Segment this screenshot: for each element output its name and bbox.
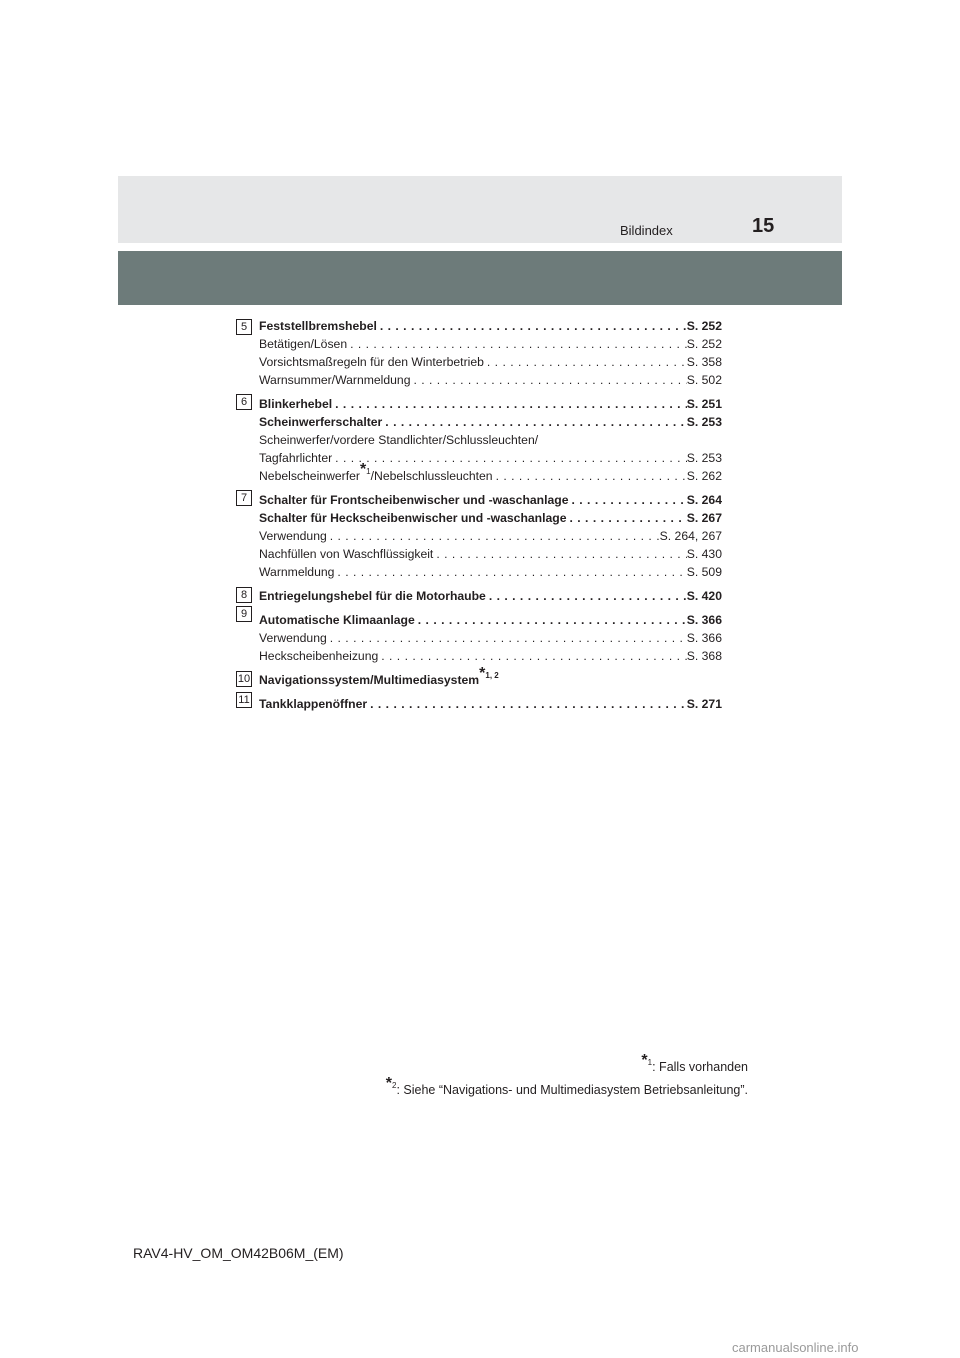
- footnote-number: 1: [647, 1058, 653, 1067]
- entry-page[interactable]: S. 264, 267: [659, 529, 722, 543]
- index-entry[interactable]: [259, 665, 499, 689]
- entry-label: Scheinwerferschalter: [259, 415, 383, 429]
- entry-page[interactable]: S. 358: [686, 355, 722, 369]
- entry-label: Entriegelungshebel für die Motorhaube: [259, 589, 486, 603]
- dot-leader: [382, 413, 686, 431]
- entry-label: Blinkerhebel: [259, 397, 333, 411]
- entry-page[interactable]: S. 252: [686, 337, 722, 351]
- footnote-1: [641, 1052, 748, 1074]
- dot-leader: [433, 545, 686, 563]
- header-divider: [118, 243, 842, 245]
- footnote-number: 2: [391, 1081, 397, 1090]
- entry-label: Verwendung: [259, 631, 327, 645]
- entry-label: Automatische Klimaanlage: [259, 613, 415, 627]
- document-id: RAV4-HV_OM_OM42B06M_(EM): [133, 1245, 344, 1261]
- index-entry[interactable]: [259, 695, 722, 713]
- entry-label: Heckscheibenheizung: [259, 649, 379, 663]
- index-entry[interactable]: [259, 461, 722, 485]
- section-title: Bildindex: [620, 223, 673, 238]
- entry-label: Navigationssystem/Multimediasystem: [259, 673, 480, 687]
- entry-label: Warnsummer/Warnmeldung: [259, 373, 411, 387]
- marker-7: 7: [236, 490, 252, 506]
- marker-10: 10: [237, 673, 251, 685]
- entry-label: Vorsichtsmaßregeln für den Winterbetrieb: [259, 355, 484, 369]
- index-entry[interactable]: [259, 647, 722, 665]
- entry-label: Warnmeldung: [259, 565, 335, 579]
- dot-leader: [332, 395, 687, 413]
- entry-page[interactable]: S. 509: [686, 565, 722, 579]
- marker-6: 6: [236, 394, 252, 410]
- dot-leader: [334, 563, 686, 581]
- dot-leader: [378, 647, 687, 665]
- dot-leader: [493, 467, 687, 485]
- page-number: 15: [752, 215, 775, 237]
- index-entry[interactable]: [259, 449, 722, 467]
- dot-leader: [332, 449, 687, 467]
- footnote-star: *: [641, 1052, 648, 1069]
- footnote-2: [385, 1075, 748, 1097]
- entry-label: Verwendung: [259, 529, 327, 543]
- index-entry[interactable]: [259, 491, 722, 509]
- index-entry[interactable]: [259, 587, 722, 605]
- footnote-ref[interactable]: 1: [366, 467, 371, 476]
- index-entry[interactable]: [259, 611, 722, 629]
- entry-page[interactable]: S. 253: [686, 451, 722, 465]
- index-entry[interactable]: [259, 335, 722, 353]
- footnote-star: *: [385, 1075, 392, 1092]
- marker-5: 5: [236, 319, 252, 335]
- entry-page[interactable]: S. 253: [686, 415, 722, 429]
- dot-leader: [567, 509, 687, 527]
- entry-page[interactable]: S. 264: [686, 493, 722, 507]
- dot-leader: [377, 317, 687, 335]
- entry-page[interactable]: S. 267: [686, 511, 722, 525]
- entry-label: Schalter für Heckscheibenwischer und -waschanlage: [259, 511, 567, 525]
- marker-8: 8: [236, 587, 252, 603]
- entry-page[interactable]: S. 366: [686, 631, 722, 645]
- dot-leader: [415, 611, 687, 629]
- footnote-star: *: [479, 665, 486, 682]
- marker-9: 9: [236, 606, 252, 622]
- entry-label-a: Nebelscheinwerfer: [259, 469, 360, 483]
- entry-label: [259, 461, 493, 485]
- entry-label: Betätigen/Lösen: [259, 337, 348, 351]
- marker-11: 11: [236, 692, 252, 708]
- dot-leader: [486, 587, 687, 605]
- index-entry[interactable]: [259, 353, 722, 371]
- index-entry[interactable]: [259, 371, 722, 389]
- entry-label: Tankklappenöffner: [259, 697, 368, 711]
- footnote-text: : Falls vorhanden: [652, 1060, 748, 1074]
- entry-page[interactable]: S. 262: [686, 469, 722, 483]
- watermark: carmanualsonline.info: [732, 1340, 859, 1355]
- header-band-dark: [118, 251, 842, 305]
- entry-page[interactable]: S. 430: [686, 547, 722, 561]
- entry-page[interactable]: S. 502: [686, 373, 722, 387]
- index-entry[interactable]: [259, 413, 722, 431]
- entry-page[interactable]: S. 366: [686, 613, 722, 627]
- entry-label: Tagfahrlichter: [259, 451, 333, 465]
- header-band-light: [118, 176, 842, 243]
- dot-leader: [569, 491, 687, 509]
- index-entry[interactable]: [259, 545, 722, 563]
- index-entry[interactable]: [259, 563, 722, 581]
- dot-leader: [327, 629, 687, 647]
- index-entry[interactable]: [259, 527, 722, 545]
- entry-label-b: /Nebelschlussleuchten: [370, 469, 493, 483]
- footnote-ref[interactable]: 1, 2: [485, 671, 499, 680]
- entry-page[interactable]: S. 251: [686, 397, 722, 411]
- index-entry[interactable]: [259, 317, 722, 335]
- entry-page[interactable]: S. 420: [686, 589, 722, 603]
- entry-label: Feststellbremshebel: [259, 319, 377, 333]
- dot-leader: [410, 371, 686, 389]
- index-entry[interactable]: [259, 395, 722, 413]
- entry-label: Scheinwerfer/vordere Standlichter/Schlussleuchten/: [259, 433, 539, 447]
- entry-label: Nachfüllen von Waschflüssigkeit: [259, 547, 434, 561]
- footnote-text: : Siehe “Navigations- und Multimediasystem Betriebsanleitung”.: [396, 1083, 748, 1097]
- dot-leader: [367, 695, 687, 713]
- entry-page[interactable]: S. 368: [686, 649, 722, 663]
- dot-leader: [347, 335, 687, 353]
- dot-leader: [327, 527, 660, 545]
- index-entry[interactable]: [259, 629, 722, 647]
- entry-page[interactable]: S. 271: [686, 697, 722, 711]
- index-entry[interactable]: [259, 509, 722, 527]
- footnote-star: *: [359, 461, 367, 478]
- entry-label: Schalter für Frontscheibenwischer und -waschanlage: [259, 493, 569, 507]
- dot-leader: [484, 353, 687, 371]
- entry-page[interactable]: S. 252: [686, 319, 722, 333]
